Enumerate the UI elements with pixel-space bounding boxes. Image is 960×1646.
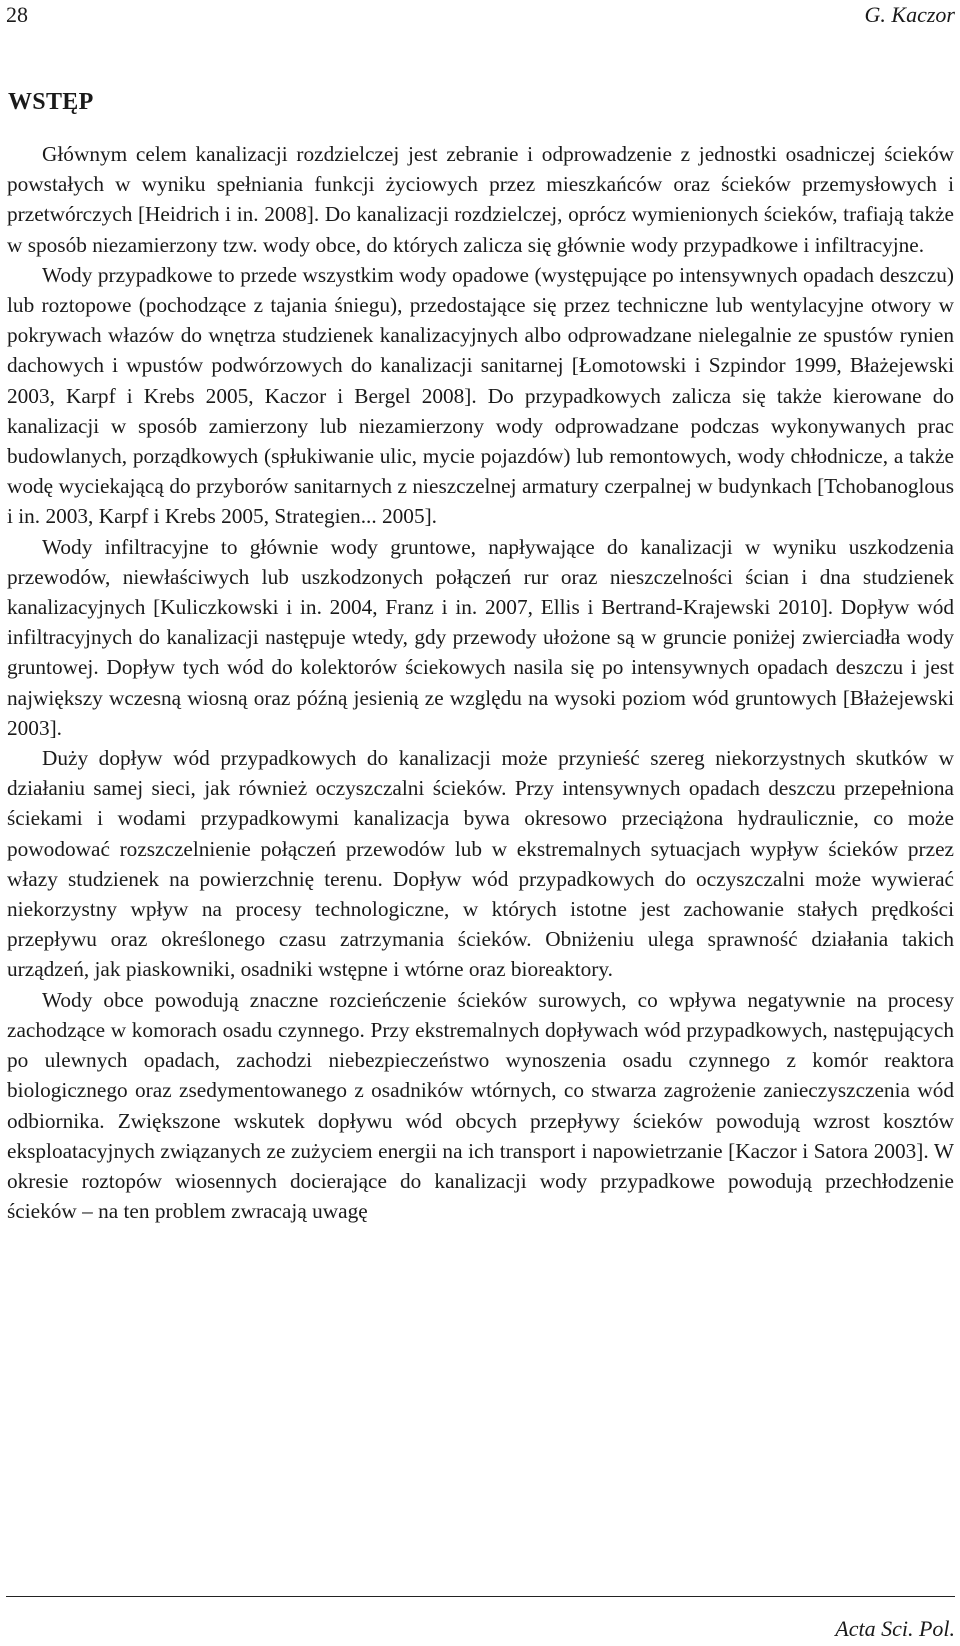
body-text (7, 139, 954, 1226)
running-head-author: G. Kaczor (864, 2, 955, 27)
paragraph: Wody obce powodują znaczne rozcieńczenie ścieków surowych, co wpływa negatywnie na procesy zachodzące w komorach osadu czynnego. Przy ekstremalnych dopływach wód przypadkowych, następujących po ulewnych opadach, zachodzi niebezpieczeństwo wynoszenia osadu czynnego z komór reaktora biologicznego oraz zsedymentowanego z osadników wtórnych, co stwarza zagrożenie zanieczyszczenia wód odbiornika. Zwiększone wskutek dopływu wód obcych przepływy ścieków powodują wzrost kosztów eksploatacyjnych związanych ze zużyciem energii na ich transport i napowietrzanie [Kaczor i Satora 2003]. W okresie roztopów wiosennych docierające do kanalizacji wody przypadkowe powodują przechłodzenie ścieków – na ten problem zwracają uwagę (7, 987, 954, 1224)
paragraph: Głównym celem kanalizacji rozdzielczej jest zebranie i odprowadzenie z jednostki osadniczej ścieków powstałych w wyniku spełniania funkcji życiowych przez mieszkańców oraz ścieków przemysłowych i przetwórczych [Heidrich i in. 2008]. Do kanalizacji rozdzielczej, oprócz wymienionych ścieków, trafiają także w sposób niezamierzony tzw. wody obce, do których zalicza się głównie wody przypadkowe i infiltracyjne. (7, 142, 954, 257)
footer-journal-title: Acta Sci. Pol. (835, 1616, 955, 1641)
paragraph: Wody infiltracyjne to głównie wody gruntowe, napływające do kanalizacji w wyniku uszkodzenia przewodów, niewłaściwych lub uszkodzonych połączeń rur oraz nieszczelności ścian i dna studzienek kanalizacyjnych [Kuliczkowski i in. 2004, Franz i in. 2007, Ellis i Bertrand-Krajewski 2010]. Dopływ wód infiltracyjnych do kanalizacji następuje wtedy, gdy przewody ułożone są w gruncie poniżej zwierciadła wody gruntowej. Dopływ tych wód do kolektorów ściekowych nasila się po intensywnych opadach deszczu i jest największy wczesną wiosną oraz późną jesienią ze względu na wysoki poziom wód gruntowych [Błażejewski 2003]. (7, 534, 954, 740)
page-number: 28 (6, 2, 28, 27)
section-heading: WSTĘP (8, 89, 94, 115)
paragraph: Duży dopływ wód przypadkowych do kanalizacji może przynieść szereg niekorzystnych skutków w działaniu samej sieci, jak również oczyszczalni ścieków. Przy intensywnych opadach deszczu przepełniona ściekami i wodami przypadkowymi kanalizacja bywa okresowo przeciążona hydraulicznie, co może powodować rozszczelnienie połączeń przewodów lub w ekstremalnych sytuacjach wypływ ścieków przez włazy studzienek na powierzchnię terenu. Dopływ wód przypadkowych do oczyszczalni może wywierać niekorzystny wpływ na procesy technologiczne, w których istotne jest zachowanie stałych prędkości przepływu oraz określonego czasu zatrzymania ścieków. Obniżeniu ulega sprawność działania takich urządzeń, jak piaskowniki, osadniki wstępne i wtórne oraz bioreaktory. (7, 746, 954, 982)
footer-rule (6, 1596, 955, 1597)
paragraph: Wody przypadkowe to przede wszystkim wody opadowe (występujące po intensywnych opadach deszczu) lub roztopowe (pochodzące z tajania śniegu), przedostające się przez techniczne lub wentylacyjne otwory w pokrywach włazów do wnętrza studzienek kanalizacyjnych albo odprowadzane nielegalnie ze spustów rynien dachowych i wpustów podwórzowych do kanalizacji sanitarnej [Łomotowski i Szpindor 1999, Błażejewski 2003, Karpf i Krebs 2005, Kaczor i Bergel 2008]. Do przypadkowych zalicza się także kierowane do kanalizacji w sposób zamierzony lub niezamierzony wody odprowadzane podczas wykonywanych prac budowlanych, porządkowych (spłukiwanie ulic, mycie pojazdów) lub remontowych, wody chłodnicze, a także wodę wyciekającą do przyborów sanitarnych z nieszczelnej armatury czerpalnej w budynkach [Tchobanoglous i in. 2003, Karpf i Krebs 2005, Strategien... 2005]. (7, 262, 954, 529)
